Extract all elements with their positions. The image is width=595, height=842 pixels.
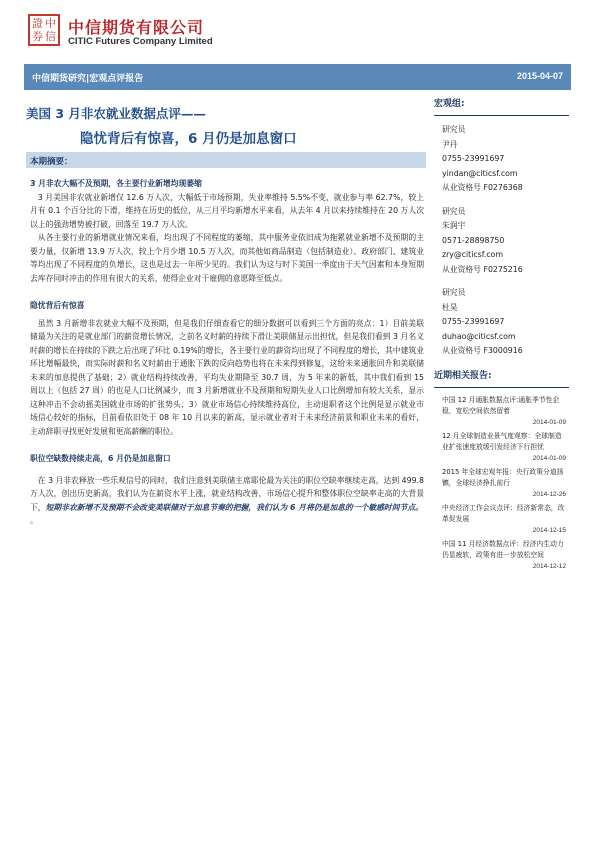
report-title-line2: 隐忧背后有惊喜，6 月仍是加息窗口 [80, 131, 297, 147]
related-report-link[interactable]: 2015 年全球宏观年报：央行政策分道扬镳，全球经济挣扎前行 [442, 467, 564, 487]
analyst-name: 杜昊 [442, 302, 458, 312]
related-report-link[interactable]: 中国 12 月通胀数据点评:通胀季节性企稳，宽松空间依然留着 [442, 395, 560, 415]
analyst-card [434, 123, 574, 196]
related-report-date: 2014-01-09 [532, 418, 566, 426]
report-series: 中信期货研究|宏观点评报告 [32, 74, 144, 84]
emphasized-conclusion: 短期非农新增不及预期不会改变美联储对于加息节奏的把握，我们认为 6 月将仍是加息的一个敏感时间节点。 [45, 502, 423, 512]
related-report-link[interactable]: 12 月全球制造业景气度观察：全球制造业扩张速度放缓引发经济下行担忧 [442, 431, 562, 451]
related-reports-title: 近期相关报告: [434, 370, 492, 381]
related-report-date: 2014-12-12 [532, 562, 566, 570]
analyst-phone: 0755-23991697 [442, 317, 505, 326]
report-date: 2015-04-07 [516, 71, 563, 81]
company-name-en: CITIC Futures Company Limited [68, 36, 213, 47]
analyst-role: 研究员 [442, 206, 466, 216]
abstract-label: 本期摘要： [30, 157, 73, 167]
related-report-link[interactable]: 中国 11 月经济数据点评：经济内生动力仍显疲软，政策有进一步放松空间 [442, 539, 564, 559]
analyst-email[interactable]: duhao@citicsf.com [442, 331, 516, 341]
analyst-role: 研究员 [442, 288, 466, 297]
paragraph [30, 474, 424, 515]
logo-char: 證 [32, 17, 43, 30]
analyst-email[interactable]: yindan@citicsf.com [442, 168, 518, 178]
company-name-cn: 中信期货有限公司 [68, 18, 205, 37]
paragraph: 虽然 3 月新增非农就业大幅不及预期，但是我们仔细查看它的细分数据可以看到三个方面的亮点：1）目前美联储最为关注的是就业部门的薪资增长情况，之前名义时薪的持续下滑让美联储显示出担忧，但是我们看到 3 月名义时薪的增长在持续的下跌之后出现了环比 0.19%的增长，各主要行业的薪资均出现了不同程度的增长，其中建筑业环比增幅最快，而实际时薪和名义时薪由于通胀下跌的反向趋势也将在未来得到修复，这给未来通胀回升和美联储未来的加息提供了基础；2）就业结构持续改善，平均失业期降至 30.7 周，为 5 年来的新低，其中我们看到 15 周以上（包括 27 周）的也是人口比例减少，而 3 月新增就业不及预期和短期失业人口比例增加有较大关系，显示这种冲击不会动摇美国就业市场的扩张势头；3）就业市场信心持续维持高位，主动退职者这个比例是显示就业市场信心较好的指标，目前看依旧处于 08 年 10 月以来的新高，显示就业者对于未来经济前景和职业未来的看好，主动辞职寻找更好发展和更高薪酬的职位。 [30, 318, 424, 436]
analyst-email[interactable]: zry@citicsf.com [442, 250, 504, 259]
analyst-phone: 0571-28898750 [442, 235, 505, 245]
related-report-date: 2014-12-26 [532, 490, 566, 498]
section-heading: 职位空缺数持续走高，6 月仍是加息窗口 [30, 454, 171, 463]
divider [434, 115, 569, 116]
section-heading: 隐忧背后有惊喜 [30, 301, 85, 310]
paragraph-text: 在 3 月非农释放一些乐观信号的同时，我们注意到美联储主席耶伦最为关注的职位空缺率继续走高，达到 499.8 万人次，创出历史新高，我们认为在薪资水平上涨，就业结构改善，市场信心提升和整体职位空缺率走高的大背景下， [30, 475, 424, 512]
abstract-bar [26, 152, 426, 168]
main-content [30, 177, 424, 528]
related-report-date: 2014-12-15 [532, 526, 566, 534]
analyst-name: 尹丹 [442, 139, 458, 149]
section-heading: 3 月非农大幅不及预期，各主要行业新增均现萎缩 [30, 179, 202, 188]
report-header-bar [24, 64, 571, 90]
analyst-phone: 0755-23991697 [442, 154, 505, 163]
analyst-license: 从业资格号 F0276368 [442, 183, 523, 192]
divider [434, 387, 569, 388]
analyst-license: 从业资格号 F0275216 [442, 264, 523, 274]
analyst-role: 研究员 [442, 125, 466, 134]
group-title: 宏观组: [434, 99, 465, 109]
sidebar [434, 96, 574, 575]
paragraph: 3 月美国非农就业新增仅 12.6 万人次，大幅低于市场预期，失业率维持 5.5%不变，就业参与率 62.7%，较上月有 0.1 个百分比的下滑，维持在历史的低位，从三月平均新增水平来看，从去年 4 月以来持续维持在 20 万人次以上的强劲增势被打破，回落至 19.7 万人次。 [30, 192, 424, 229]
paragraph-tail: 。 [30, 516, 38, 525]
analyst-card [434, 286, 574, 359]
company-logo [28, 14, 60, 46]
analyst-card [434, 205, 574, 278]
related-report-link[interactable]: 中央经济工作会议点评：经济新常态，改革促发展 [442, 503, 565, 523]
related-reports-list [434, 395, 566, 572]
related-report-date: 2014-01-09 [532, 454, 566, 462]
analyst-name: 朱润宇 [442, 221, 466, 230]
report-title-line1: 美国 3 月非农就业数据点评—— [26, 106, 206, 121]
logo-char: 信 [45, 30, 56, 43]
logo-char: 中 [45, 17, 56, 30]
analyst-license: 从业资格号 F3000916 [442, 346, 523, 355]
paragraph: 从各主要行业的新增就业情况来看，均出现了不同程度的萎缩，其中服务业依旧成为拖累就业新增不及预期的主要力量，仅新增 13.9 万人次，较上个月少增 10.5 万人次，而其他如商品制造（包括制造业）、政府部门、建筑业等均出现了不同程度的负增长，这也是过去一年所少见的。我们认为这与时下美国一季度由于天气因素和本身短期去库存同时冲击的作用有很大的关系，使得企业对于雇佣的意愿降至低点。 [30, 233, 424, 283]
logo-char: 券 [32, 30, 43, 43]
